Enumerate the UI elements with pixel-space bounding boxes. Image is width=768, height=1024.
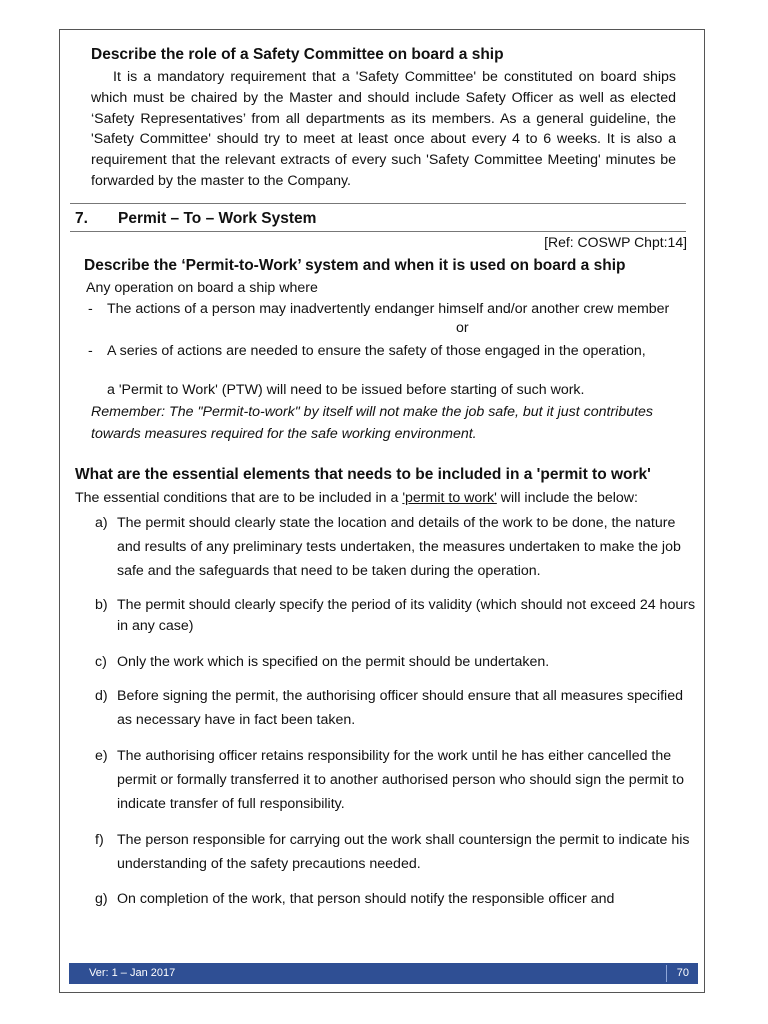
element-item-d: d) Before signing the permit, the authorising officer should ensure that all measures specified as necessary have in fact been taken.	[95, 688, 683, 728]
safety-committee-heading: Describe the role of a Safety Committee on board a ship	[91, 46, 504, 63]
element-item-b: b) The permit should clearly specify the period of its validity (which should not exceed 24 hours in any case)	[95, 597, 696, 634]
elements-intro: The essential conditions that are to be included in a 'permit to work' will include the below:	[75, 490, 638, 506]
ptw-intro: Any operation on board a ship where	[86, 280, 318, 296]
permit-to-work-underlined: 'permit to work'	[402, 490, 497, 506]
page-number: 70	[676, 967, 689, 979]
footer-separator	[666, 965, 667, 982]
element-item-e: e) The authorising officer retains responsibility for the work until he has either cancelled the permit or formally transferred it to another authorised person who should sign the permit to indicate transfer of full responsibility.	[95, 748, 684, 812]
ptw-conclusion: a 'Permit to Work' (PTW) will need to be issued before starting of such work.	[107, 382, 585, 398]
element-item-f: f) The person responsible for carrying out the work shall countersign the permit to indicate his understanding of the safety precautions needed.	[95, 832, 690, 872]
dash-marker: -	[88, 301, 93, 317]
reference-note: [Ref: COSWP Chpt:14]	[544, 234, 687, 250]
ptw-or: or	[456, 320, 469, 336]
ptw-condition-2: - A series of actions are needed to ensure the safety of those engaged in the operation,	[88, 341, 694, 362]
section-top-rule	[70, 203, 686, 204]
ptw-condition-1: - The actions of a person may inadvertently endanger himself and/or another crew member	[88, 299, 694, 320]
section-title: Permit – To – Work System	[118, 210, 317, 227]
ptw-heading: Describe the ‘Permit-to-Work’ system and when it is used on board a ship	[84, 257, 626, 274]
safety-committee-paragraph: It is a mandatory requirement that a 'Safety Committee' be constituted on board ships which must be chaired by the Master and should include Safety Officer as well as elected ‘Safety Representatives’ from all departments as its members. As a general guideline, the 'Safety Committee' should try to meet at least once about every 4 to 6 weeks. It is also a requirement that the relevant extracts of every such 'Safety Committee Meeting' minutes be forwarded by the master to the Company.	[91, 69, 676, 189]
element-item-c: c) Only the work which is specified on the permit should be undertaken.	[95, 654, 550, 670]
section-number: 7.	[75, 210, 88, 227]
element-item-a: a) The permit should clearly state the location and details of the work to be done, the nature and results of any preliminary tests undertaken, the measures undertaken to make the job safe and the safeguards that need to be taken during the operation.	[95, 515, 681, 579]
elements-heading: What are the essential elements that needs to be included in a 'permit to work'	[75, 466, 651, 483]
page-footer	[69, 963, 698, 984]
version-label: Ver: 1 – Jan 2017	[89, 967, 176, 979]
dash-marker: -	[88, 343, 93, 359]
section-bottom-rule	[70, 231, 686, 232]
element-item-g: g) On completion of the work, that person should notify the responsible officer and	[95, 891, 615, 907]
ptw-remember-note: Remember: The "Permit-to-work" by itself will not make the job safe, but it just contributes towards measures required for the safe working environment.	[91, 404, 654, 442]
